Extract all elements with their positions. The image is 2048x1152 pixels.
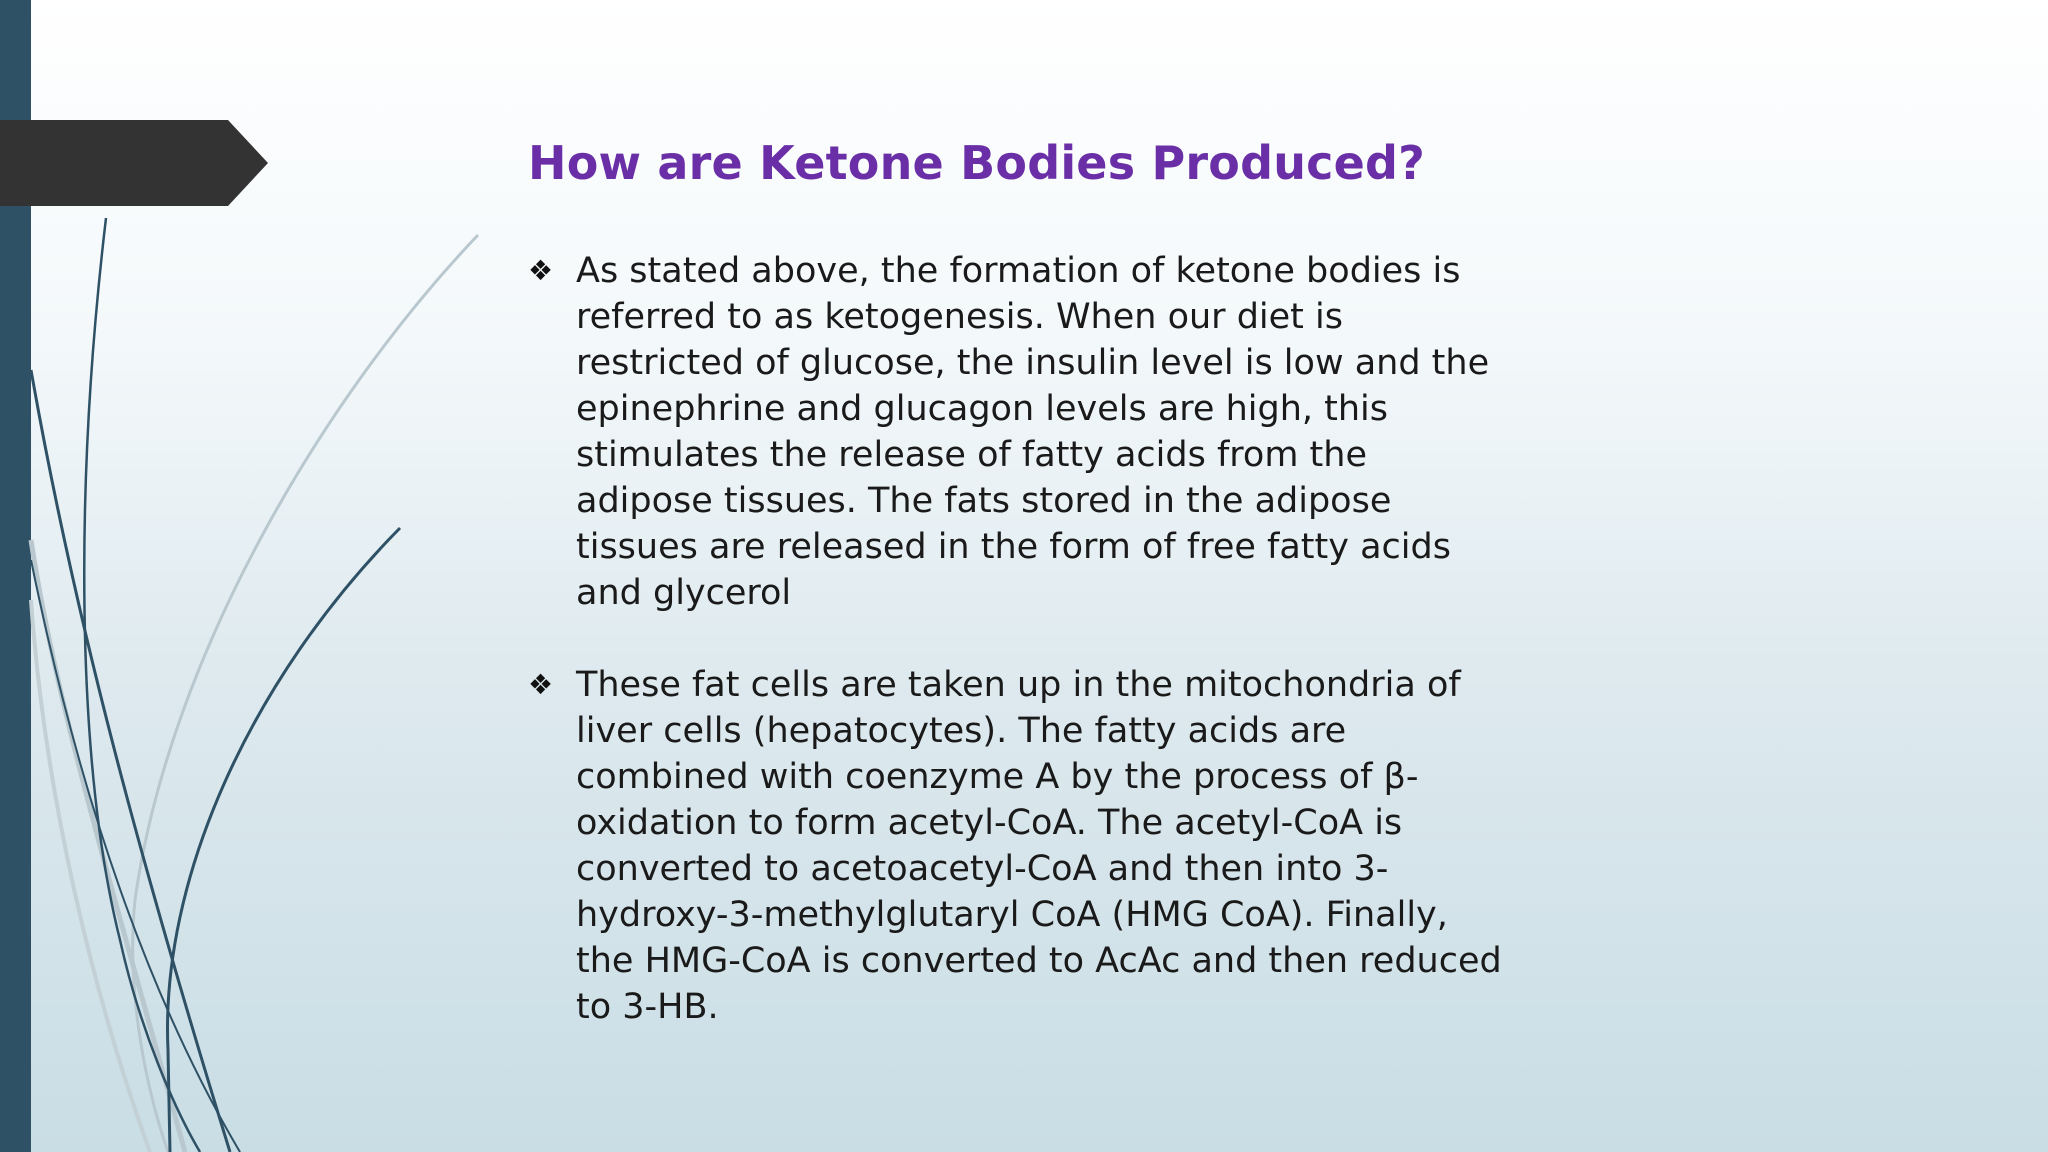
- slide-content: [528, 128, 1528, 1076]
- diamond-bullet-icon: ❖: [528, 254, 554, 287]
- decor-curve-light-3: [31, 600, 150, 1152]
- decor-curve-dark-1: [84, 218, 200, 1152]
- bullet-item-1: [528, 248, 1506, 616]
- decor-curve-light-2: [31, 540, 185, 1152]
- bullet-text-1: As stated above, the formation of ketone bodies is referred to as ketogenesis. When our diet is restricted of glucose, the insulin level is low and the epinephrine and glucagon levels are high, this stimulates the release of fatty acids from the adipose tissues. The fats stored in the adipose tissues are released in the form of free fatty acids and glycerol: [576, 251, 1490, 613]
- bullet-list: [528, 248, 1528, 1030]
- decor-curve-light-1: [133, 235, 478, 1152]
- diamond-bullet-icon: ❖: [528, 668, 554, 701]
- slide-title: How are Ketone Bodies Produced?: [528, 136, 1426, 190]
- arrow-tab: [0, 120, 268, 206]
- bullet-item-2: [528, 662, 1506, 1030]
- bullet-text-2: These fat cells are taken up in the mitochondria of liver cells (hepatocytes). The fatty acids are combined with coenzyme A by the process of β-oxidation to form acetyl-CoA. The acetyl-CoA is converted to acetoacetyl-CoA and then into 3-hydroxy-3-methylglutaryl CoA (HMG CoA). Finally, the HMG-CoA is converted to AcAc and then reduced to 3-HB.: [576, 665, 1502, 1027]
- decor-curve-dark-2: [31, 370, 230, 1152]
